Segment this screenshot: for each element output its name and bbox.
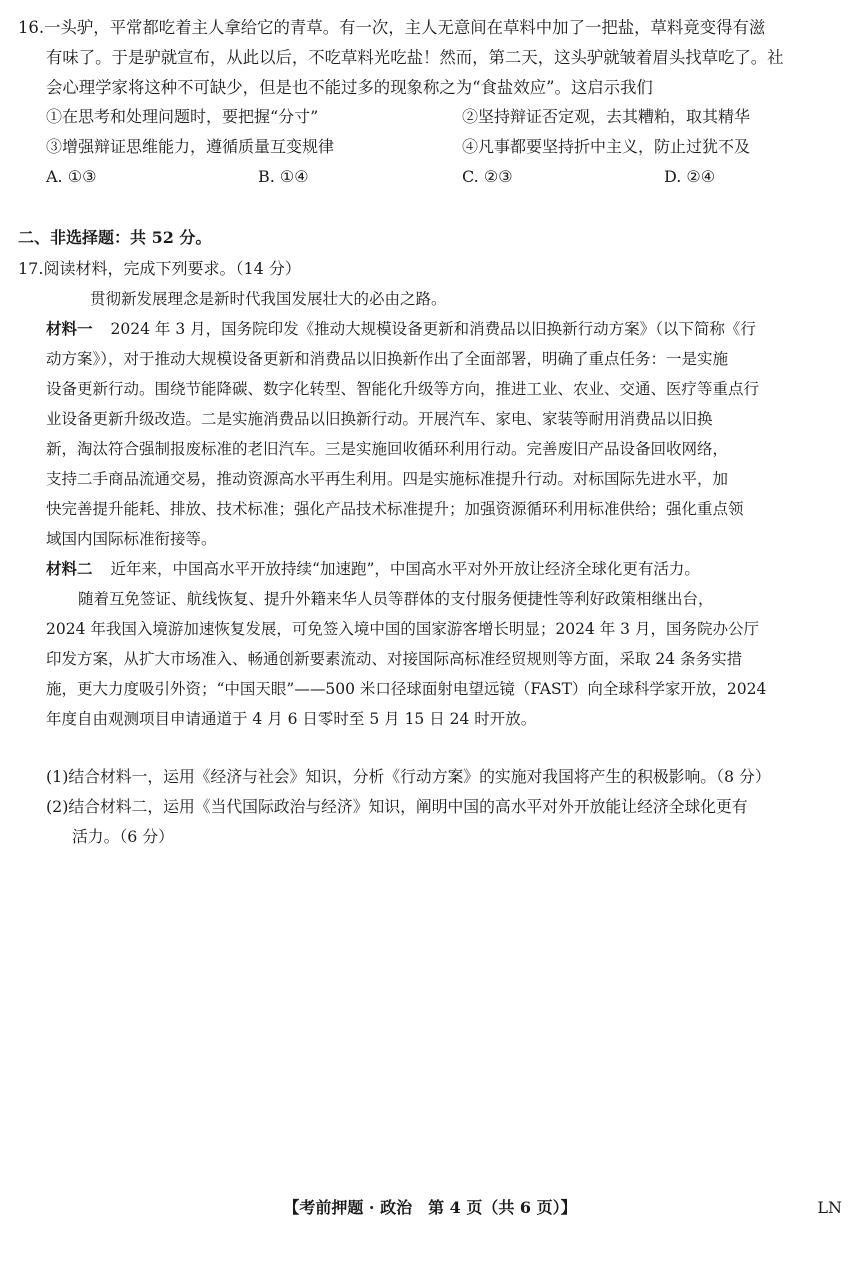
material-2-line-2: 2024 年我国入境游加速恢复发展，可免签入境中国的国家游客增长明显；2024 年 3 月，国务院办公厅 [46, 620, 759, 638]
q16-choice-c: C. ②③ [462, 167, 513, 186]
q16-statement-4: ④凡事都要坚持折中主义，防止过犹不及 [462, 137, 751, 156]
q16-choice-a: A. ①③ [46, 167, 97, 186]
q16-choice-d: D. ②④ [664, 167, 716, 186]
material-1-line-2: 动方案》），对于推动大规模设备更新和消费品以旧换新作出了全面部署，明确了重点任务：一是实施 [46, 350, 729, 368]
q16-choice-b: B. ①④ [258, 167, 309, 186]
material-1-line-3: 设备更新行动。围绕节能降碳、数字化转型、智能化升级等方向，推进工业、农业、交通、医疗等重点行 [46, 380, 760, 398]
q17-intro: 贯彻新发展理念是新时代我国发展壮大的必由之路。 [90, 290, 447, 308]
material-1-first-line [46, 319, 756, 339]
material-1-line-7: 快完善提升能耗、排放、技术标准；强化产品技术标准提升；加强资源循环利用标准供给；强化重点领 [46, 500, 744, 518]
q17-stem: 17.阅读材料，完成下列要求。（14 分） [18, 259, 301, 278]
q16-statement-1: ①在思考和处理问题时，要把握“分寸” [46, 107, 319, 126]
q16-line-1: 16.一头驴，平常都吃着主人拿给它的青草。有一次，主人无意间在草料中加了一把盐，草料竟变得有滋 [18, 18, 766, 37]
section-2-title: 二、非选择题：共 52 分。 [18, 228, 212, 247]
q16-line-2: 有味了。于是驴就宣布，从此以后，不吃草料光吃盐！然而，第二天，这头驴就皱着眉头找草吃了。社 [46, 48, 784, 67]
q17-sub-question-2-line-2: 活力。（6 分） [72, 827, 174, 846]
material-2-intro: 近年来，中国高水平开放持续“加速跑”，中国高水平对外开放让经济全球化更有活力。 [110, 560, 700, 578]
footer-code: LN [817, 1198, 842, 1217]
q16-line-3: 会心理学家将这种不可缺少，但是也不能过多的现象称之为“食盐效应”。这启示我们 [46, 78, 653, 97]
material-1-line-5: 新，淘汰符合强制报废标准的老旧汽车。三是实施回收循环利用行动。完善废旧产品设备回收网络， [46, 440, 729, 458]
material-1-line-8: 域国内国际标准衔接等。 [46, 530, 217, 548]
material-2-line-4: 施，更大力度吸引外资；“中国天眼”——500 米口径球面射电望远镜（FAST）向全球科学家开放，2024 [46, 680, 767, 698]
material-2-label: 材料二 [46, 559, 93, 578]
q17-sub-question-1: (1)结合材料一，运用《经济与社会》知识，分析《行动方案》的实施对我国将产生的积极影响。（8 分） [46, 767, 771, 786]
material-1-line-6: 支持二手商品流通交易，推动资源高水平再生利用。四是实施标准提升行动。对标国际先进水平，加 [46, 470, 729, 488]
material-1-line-4: 业设备更新升级改造。二是实施消费品以旧换新行动。开展汽车、家电、家装等耐用消费品以旧换 [46, 410, 713, 428]
material-2-first-line [46, 559, 700, 579]
material-2-line-5: 年度自由观测项目申请通道于 4 月 6 日零时至 5 月 15 日 24 时开放。 [46, 710, 537, 728]
q16-statement-2: ②坚持辩证否定观，去其糟粕，取其精华 [462, 107, 751, 126]
footer-page-info: 【考前押题 · 政治 第 4 页（共 6 页）】 [283, 1198, 577, 1217]
material-2-line-1: 随着互免签证、航线恢复、提升外籍来华人员等群体的支付服务便捷性等利好政策相继出台， [78, 590, 714, 608]
material-1-label: 材料一 [46, 319, 93, 338]
q17-sub-question-2-line-1: (2)结合材料二，运用《当代国际政治与经济》知识，阐明中国的高水平对外开放能让经济全球化更有 [46, 797, 748, 816]
material-2-line-3: 印发方案，从扩大市场准入、畅通创新要素流动、对接国际高标准经贸规则等方面，采取 24 条务实措 [46, 650, 743, 668]
q16-statement-3: ③增强辩证思维能力，遵循质量互变规律 [46, 137, 335, 156]
material-1-line-1: 2024 年 3 月，国务院印发《推动大规模设备更新和消费品以旧换新行动方案》（以下简称《行 [110, 320, 756, 338]
